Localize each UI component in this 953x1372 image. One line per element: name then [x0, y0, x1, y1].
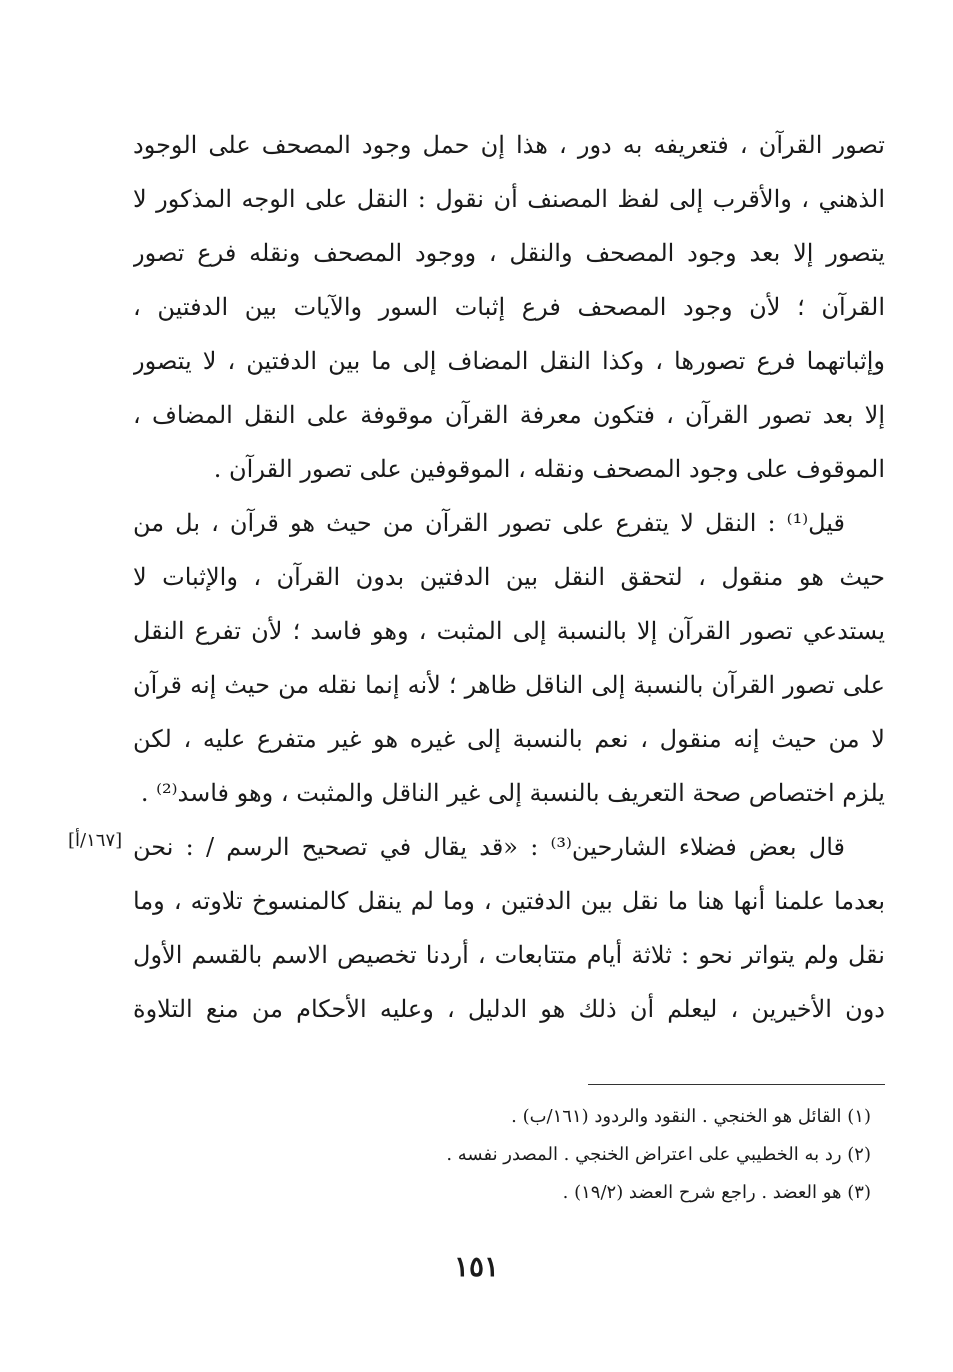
- paragraph-start-line: قيل⁽¹⁾ : النقل لا يتفرع على تصور القرآن من حيث هو قرآن ، بل من: [133, 509, 845, 537]
- footnote: (١) القائل هو الخنجي . النقود والردود (١٦١/ب) .: [511, 1106, 871, 1127]
- text-line: يستدعي تصور القرآن إلا بالنسبة إلى المثبت ، وهو فاسد ؛ لأن تفرع النقل: [133, 617, 885, 645]
- footnote-separator: [588, 1084, 885, 1085]
- main-text: [133, 118, 885, 1036]
- text-line: الموقوف على وجود المصحف ونقله ، الموقوفين على تصور القرآن .: [213, 455, 885, 483]
- text-line: حيث هو منقول ، لتحقق النقل بين الدفتين بدون القرآن ، والإثبات لا: [133, 563, 885, 591]
- text-line: على تصور القرآن بالنسبة إلى الناقل ظاهر ؛ لأنه إنما نقله من حيث إنه قرآن: [133, 671, 885, 699]
- text-line: القرآن ؛ لأن وجود المصحف فرع إثبات السور والآيات بين الدفتين ،: [133, 293, 885, 321]
- text-line: يلزم اختصاص صحة التعريف بالنسبة إلى غير الناقل والمثبت ، وهو فاسد⁽²⁾ .: [140, 779, 885, 807]
- footnote: (٢) رد به الخطيبي على اعتراض الخنجي . المصدر نفسه .: [446, 1144, 871, 1165]
- text-line: دون الأخيرين ، ليعلم أن ذلك هو الدليل ، وعليه الأحكام من منع التلاوة: [133, 995, 885, 1023]
- text-line: الذهني ، والأقرب إلى لفظ المصنف أن نقول : النقل على الوجه المذكور لا: [133, 185, 885, 213]
- text-line: إلا بعد تصور القرآن ، فتكون معرفة القرآن موقوفة على النقل المضاف ،: [133, 401, 885, 429]
- text-line: يتصور إلا بعد وجود المصحف والنقل ، ووجود المصحف ونقله فرع تصور: [133, 239, 885, 267]
- footnotes: [111, 1098, 871, 1212]
- text-line: تصور القرآن ، فتعريفه به دور ، هذا إن حمل وجود المصحف على الوجود: [133, 131, 885, 159]
- text-line: بعدما علمنا أنها هنا ما نقل بين الدفتين ، وما لم ينقل كالمنسوخ تلاوته ، وما: [133, 887, 885, 915]
- text-line: نقل ولم يتواتر نحو : ثلاثة أيام متتابعات ، أردنا تخصيص الاسم بالقسم الأول: [133, 941, 885, 969]
- manuscript-folio-marker: [١٦٧/أ]: [68, 830, 123, 851]
- text-line: وإثباتهما فرع تصورها ، وكذا النقل المضاف إلى ما بين الدفتين ، لا يتصور: [133, 347, 885, 375]
- text-line: لا من حيث إنه منقول ، نعم بالنسبة إلى غيره هو غير متفرع عليه ، لكن: [133, 725, 885, 753]
- paragraph-start-line: قال بعض فضلاء الشارحين⁽³⁾ : «قد يقال في تصحيح الرسم / : نحن: [133, 833, 845, 861]
- footnote: (٣) هو العضد . راجع شرح العضد (١٩/٢) .: [562, 1182, 871, 1203]
- page-number: ١٥١: [453, 1250, 500, 1283]
